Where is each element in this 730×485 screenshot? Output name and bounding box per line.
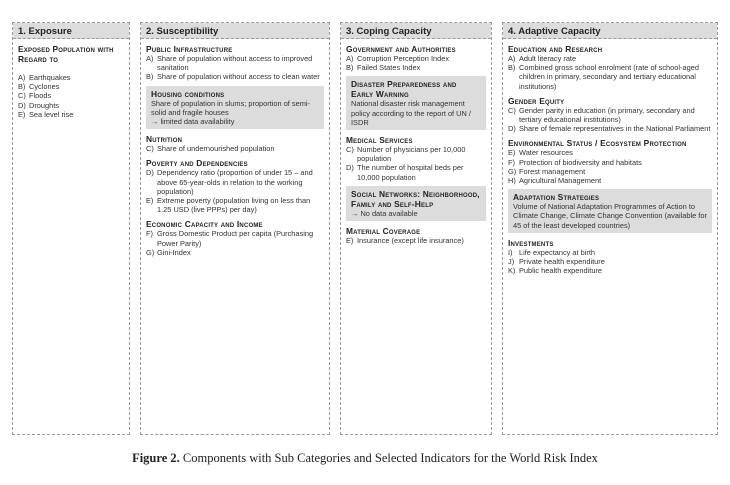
- exposure-column: [12, 22, 130, 435]
- indicator-item: [508, 148, 712, 157]
- indicator-item: [146, 196, 324, 214]
- indicator-text: Protection of biodiversity and habitats: [519, 157, 642, 167]
- indicator-key: C): [346, 145, 354, 155]
- indicator-item: [146, 54, 324, 72]
- education-title: Education and Research: [508, 44, 603, 54]
- indicator-item: [18, 110, 124, 119]
- disaster-box: [346, 76, 486, 130]
- indicator-text: Combined gross school enrolment (rate of school-aged children in primary, secondary and tertiary educational institutions): [519, 63, 699, 91]
- exposed-population-title: Exposed Population with Regard to: [18, 44, 114, 64]
- indicator-text: Share of undernourished population: [157, 144, 275, 154]
- indicator-key: G): [508, 166, 517, 176]
- disaster-title: Disaster Preparedness and Early Warning: [351, 79, 457, 100]
- indicator-text: Forest management: [519, 166, 586, 176]
- indicator-item: [508, 63, 712, 91]
- indicator-key: I): [508, 247, 513, 257]
- indicator-item: [346, 236, 486, 245]
- indicator-key: B): [146, 72, 154, 82]
- indicator-item: [146, 144, 324, 153]
- indicator-item: [508, 257, 712, 266]
- adaptation-title: Adaptation Strategies: [513, 192, 600, 203]
- indicator-key: E): [346, 236, 354, 246]
- susceptibility-column: [140, 22, 330, 435]
- indicator-item: [508, 124, 712, 133]
- indicator-text: Public health expenditure: [519, 266, 602, 276]
- indicator-key: C): [146, 144, 154, 154]
- social-note: → No data available: [351, 208, 418, 218]
- education-list: [508, 54, 712, 91]
- public-infrastructure-title: Public Infrastructure: [146, 44, 233, 54]
- social-box: [346, 186, 486, 221]
- indicator-item: [18, 82, 124, 91]
- indicator-key: H): [508, 176, 516, 186]
- indicator-key: C): [18, 91, 26, 101]
- indicator-key: D): [18, 100, 26, 110]
- indicator-key: A): [146, 54, 154, 63]
- poverty-title: Poverty and Dependencies: [146, 158, 248, 169]
- indicator-text: Share of population without access to improved sanitation: [157, 54, 313, 73]
- indicator-item: [18, 101, 124, 110]
- indicator-text: Extreme poverty (population living on less than 1.25 USD (live PPPs) per day): [157, 196, 311, 215]
- indicator-item: [346, 145, 486, 163]
- adaptation-text: Volume of National Adaptation Programmes of Action to Climate Change, Climate Change Convention (available for 45 of the least developed countries): [513, 202, 707, 230]
- government-list: [346, 54, 486, 72]
- gender-title: Gender Equity: [508, 95, 565, 106]
- indicator-text: Gini-Index: [157, 247, 191, 257]
- indicator-item: [508, 106, 712, 124]
- indicator-text: Floods: [29, 91, 52, 101]
- indicator-key: D): [146, 168, 154, 178]
- disaster-text: National disaster risk management policy according to the report of UN / ISDR: [351, 99, 471, 127]
- indicator-key: A): [346, 54, 354, 63]
- indicator-text: Private health expenditure: [519, 257, 605, 267]
- adaptation-box: [508, 189, 712, 233]
- indicator-text: Insurance (except life insurance): [357, 236, 464, 246]
- indicator-item: [346, 54, 486, 63]
- public-infrastructure-list: [146, 54, 324, 82]
- indicator-key: E): [18, 109, 26, 119]
- material-list: [346, 236, 486, 245]
- indicator-item: [18, 91, 124, 100]
- economic-title: Economic Capacity and Income: [146, 219, 263, 230]
- adaptive-header: 4. Adaptive Capacity: [503, 23, 717, 39]
- medical-title: Medical Services: [346, 135, 413, 146]
- susceptibility-header: 2. Susceptibility: [141, 23, 329, 39]
- poverty-list: [146, 168, 324, 214]
- adaptive-column: [502, 22, 718, 435]
- indicator-text: Dependency ratio (proportion of under 15 – and above 65-year-olds in relation to the working population): [157, 168, 313, 196]
- indicator-item: [508, 176, 712, 185]
- material-title: Material Coverage: [346, 226, 421, 237]
- indicator-item: [146, 229, 324, 247]
- indicator-text: Droughts: [29, 100, 59, 110]
- indicator-text: Gross Domestic Product per capita (Purchasing Power Parity): [157, 229, 314, 248]
- indicator-item: [346, 63, 486, 72]
- indicator-item: [508, 167, 712, 176]
- indicator-key: B): [508, 63, 516, 73]
- coping-column: [340, 22, 492, 435]
- indicator-text: Life expectancy at birth: [519, 247, 596, 257]
- indicator-item: [146, 248, 324, 257]
- figure-label: Figure 2.: [132, 451, 180, 465]
- figure-caption: [0, 451, 730, 466]
- indicator-item: [146, 72, 324, 81]
- indicator-key: K): [508, 266, 516, 276]
- housing-text: Share of population in slums; proportion of semi-solid and fragile houses: [151, 98, 310, 117]
- indicator-key: B): [346, 63, 354, 73]
- indicator-item: [508, 54, 712, 63]
- environment-title: Environmental Status / Ecosystem Protection: [508, 138, 687, 149]
- indicator-text: Corruption Perception Index: [357, 54, 450, 63]
- indicator-item: [346, 163, 486, 181]
- indicator-text: Adult literacy rate: [519, 54, 577, 63]
- indicator-key: B): [18, 82, 26, 92]
- indicator-key: A): [18, 73, 26, 82]
- indicator-key: E): [146, 196, 154, 206]
- indicator-key: C): [508, 105, 516, 115]
- exposure-header: 1. Exposure: [13, 23, 129, 39]
- indicator-text: Failed States Index: [357, 63, 421, 73]
- indicator-key: J): [508, 257, 515, 267]
- indicator-item: [146, 168, 324, 196]
- indicator-text: Share of population without access to clean water: [157, 72, 320, 82]
- housing-title: Housing conditions: [151, 88, 225, 99]
- exposure-list: [18, 73, 124, 119]
- housing-box: [146, 86, 324, 130]
- economic-list: [146, 229, 324, 257]
- indicator-item: [508, 266, 712, 275]
- figure-caption-text: Components with Sub Categories and Selected Indicators for the World Risk Index: [182, 451, 598, 465]
- environment-list: [508, 148, 712, 185]
- indicator-key: G): [146, 247, 155, 257]
- housing-note: → limited data availability: [151, 117, 235, 127]
- indicator-text: Agricultural Management: [519, 176, 602, 186]
- indicator-text: Number of physicians per 10,000 population: [357, 145, 466, 164]
- indicator-text: Sea level rise: [29, 109, 74, 119]
- indicator-text: Gender parity in education (in primary, secondary and tertiary educational institutions): [519, 105, 695, 125]
- coping-header: 3. Coping Capacity: [341, 23, 491, 39]
- nutrition-title: Nutrition: [146, 134, 183, 145]
- indicator-text: The number of hospital beds per 10,000 population: [357, 163, 464, 182]
- nutrition-list: [146, 144, 324, 153]
- government-title: Government and Authorities: [346, 44, 456, 54]
- social-title: Social Networks: Neighborhood, Family and Self-Help: [351, 188, 480, 209]
- indicator-text: Share of female representatives in the National Parliament: [519, 124, 711, 134]
- indicator-text: Cyclones: [29, 82, 60, 92]
- medical-list: [346, 145, 486, 182]
- investments-title: Investments: [508, 237, 554, 248]
- indicator-item: [508, 158, 712, 167]
- indicator-key: D): [346, 163, 354, 173]
- investments-list: [508, 248, 712, 276]
- indicator-key: F): [146, 229, 153, 239]
- gender-list: [508, 106, 712, 134]
- indicator-key: D): [508, 124, 516, 134]
- indicator-text: Earthquakes: [29, 73, 71, 82]
- indicator-key: E): [508, 148, 516, 158]
- indicator-key: F): [508, 157, 515, 167]
- indicator-text: Water resources: [519, 148, 573, 158]
- indicator-key: A): [508, 54, 516, 63]
- indicator-item: [18, 73, 124, 82]
- indicator-item: [508, 248, 712, 257]
